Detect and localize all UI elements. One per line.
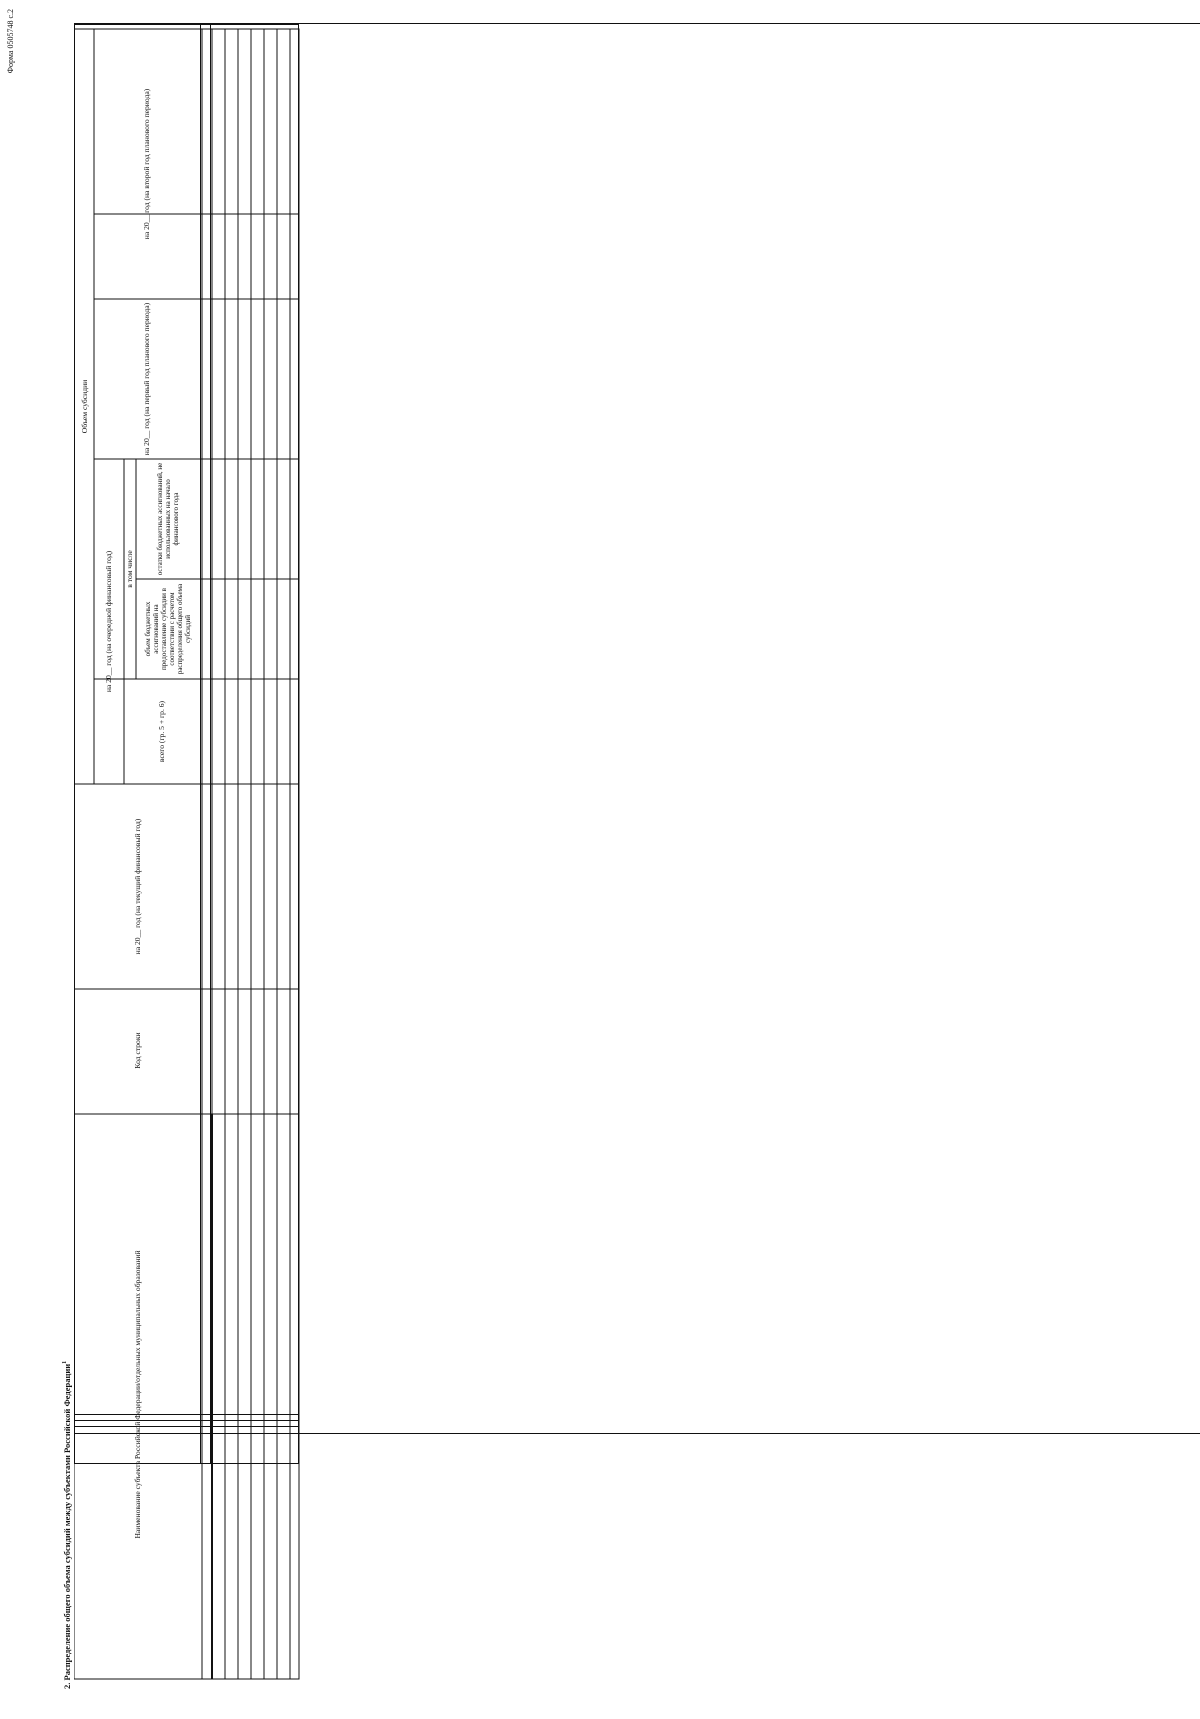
s2-col-first: на 20__ год (на первый год планового периода) [141,302,151,456]
s2-incl: в том числе [124,550,134,588]
s2-col-cur: на 20__ год (на текущий финансовый год) [132,818,142,955]
s2-group-volume: Объем субсидии [79,379,89,434]
s2-col-6: остатки бюджетных ассигнований, не использованных на начало финансового года [155,462,181,576]
s2-col-second: на 20__ год (на второй год планового периода) [141,88,151,240]
s2-col-5: объем бюджетных ассигнований на предоставление субсидии в соответствии с расчетом распределения общего объема субсидий [143,583,193,675]
section2-title: 2. Распределение общего объема субсидий между субъектами Российской Федерации$^1$ [62,1360,72,1689]
s2-col-code: Код строки [132,1032,142,1069]
form-code: Форма 0505748 с.2 [6,9,15,74]
s2-group-next: на 20__ год (на очередной финансовый год) [103,550,113,693]
s2-col-total: всего (гр. 5 + гр. 6) [156,700,166,763]
s2-col-name: Наименование субъекта Российской Федерации/отдельных муниципальных образований [132,1250,142,1539]
